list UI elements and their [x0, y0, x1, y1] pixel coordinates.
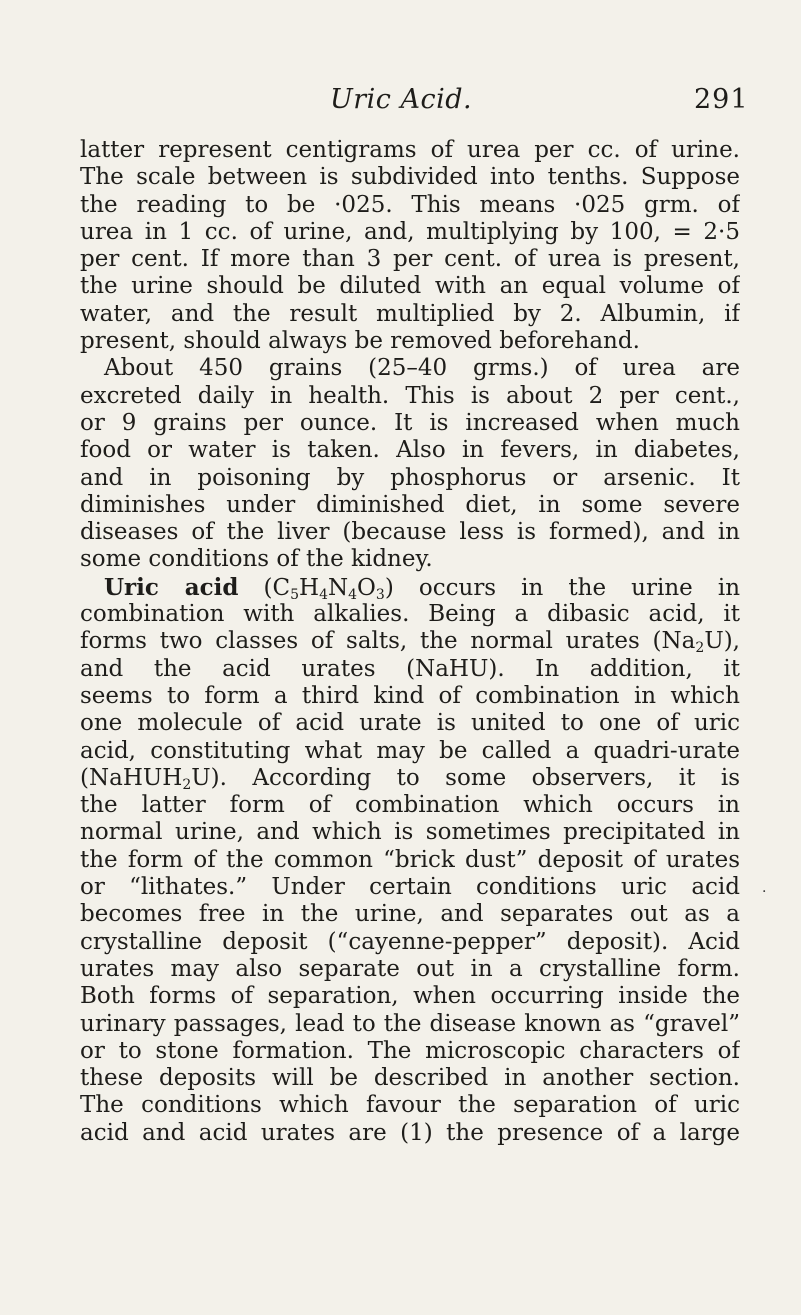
section-term: Uric acid [104, 573, 239, 601]
formula-normal-urate: $Na_2\overline{U}$ [661, 628, 724, 656]
text-line-acid-urates: and the acid urates $(NaH\overline{U})$. In addition, it [80, 655, 740, 682]
text-line: or 9 grains per ounce. It is increased when much [80, 409, 740, 436]
formula-acid-urate: $NaH\overline{U}$ [415, 655, 489, 682]
text-line: the reading to be ·025. This means ·025 grm. of [80, 191, 740, 218]
running-header [0, 84, 801, 118]
text-line: latter represent centigrams of urea per cc. of urine. [80, 137, 740, 163]
text-line: per cent. If more than 3 per cent. of urea is present, [80, 246, 740, 273]
text-line: The scale between is subdivided into tenths. Suppose [80, 164, 740, 191]
text-line: diminishes under diminished diet, in some severe [80, 491, 740, 518]
text-line: urea in 1 cc. of urine, and, multiplying by 100, = 2·5 [80, 218, 740, 245]
text-line: or “lithates.” Under certain conditions uric acid [80, 874, 740, 901]
text-line: urinary passages, lead to the disease known as “gravel” [80, 1010, 740, 1037]
body-text [80, 137, 740, 1147]
text-line: water, and the result multiplied by 2. Albumin, if [80, 300, 740, 327]
text-line: and in poisoning by phosphorus or arsenic. It [80, 464, 740, 491]
text-line: About 450 grains (25–40 grms.) of urea are [104, 355, 740, 382]
text-line: the urine should be diluted with an equal volume of [80, 273, 740, 300]
text-line: seems to form a third kind of combination in which [80, 682, 740, 709]
text-line: these deposits will be described in another section. [80, 1065, 740, 1092]
running-title: Uric Acid. [330, 84, 473, 115]
text-line: some conditions of the kidney. [80, 546, 433, 573]
text-line-quadri-urate: $(NaH\overline{U}H_2\overline{U})$. According to some observers, it is [80, 764, 740, 793]
text-line: present, should always be removed beforehand. [80, 328, 640, 355]
text-line: acid, constituting what may be called a quadri-urate [80, 737, 740, 764]
text-line: Both forms of separation, when occurring inside the [80, 983, 740, 1010]
text-line: The conditions which favour the separation of uric [80, 1092, 740, 1119]
text-line: becomes free in the urine, and separates out as a [80, 901, 740, 928]
text-line: or to stone formation. The microscopic characters of [80, 1037, 740, 1064]
text-line: one molecule of acid urate is united to one of uric [80, 710, 740, 737]
margin-mark: · [762, 884, 767, 900]
text-line: the latter form of combination which occurs in [80, 792, 740, 819]
text-line: urates may also separate out in a crystalline form. [80, 955, 740, 982]
text-line: combination with alkalies. Being a dibasic acid, it [80, 601, 740, 628]
text-line: excreted daily in health. This is about 2 per cent., [80, 382, 740, 409]
text-line: food or water is taken. Also in fevers, in diabetes, [80, 437, 740, 464]
text-line: the form of the common “brick dust” deposit of urates [80, 846, 740, 873]
page-number: 291 [694, 84, 749, 115]
text-line-normal-urates: forms two classes of salts, the normal urates $(Na_2\overline{U})$, [80, 628, 740, 656]
formula-quadri-urate: $NaH\overline{U}H_2\overline{U}$ [88, 764, 211, 793]
text-line: normal urine, and which is sometimes precipitated in [80, 819, 740, 846]
text-line: crystalline deposit (“cayenne-pepper” deposit). Acid [80, 928, 740, 955]
text-line: diseases of the liver (because less is formed), and in [80, 519, 740, 546]
text-line-uric-acid-heading: Uric acid $(C_5H_4N_4O_3)$ occurs in the urine in [104, 573, 740, 602]
text-line: acid and acid urates are (1) the presence of a large [80, 1119, 740, 1146]
